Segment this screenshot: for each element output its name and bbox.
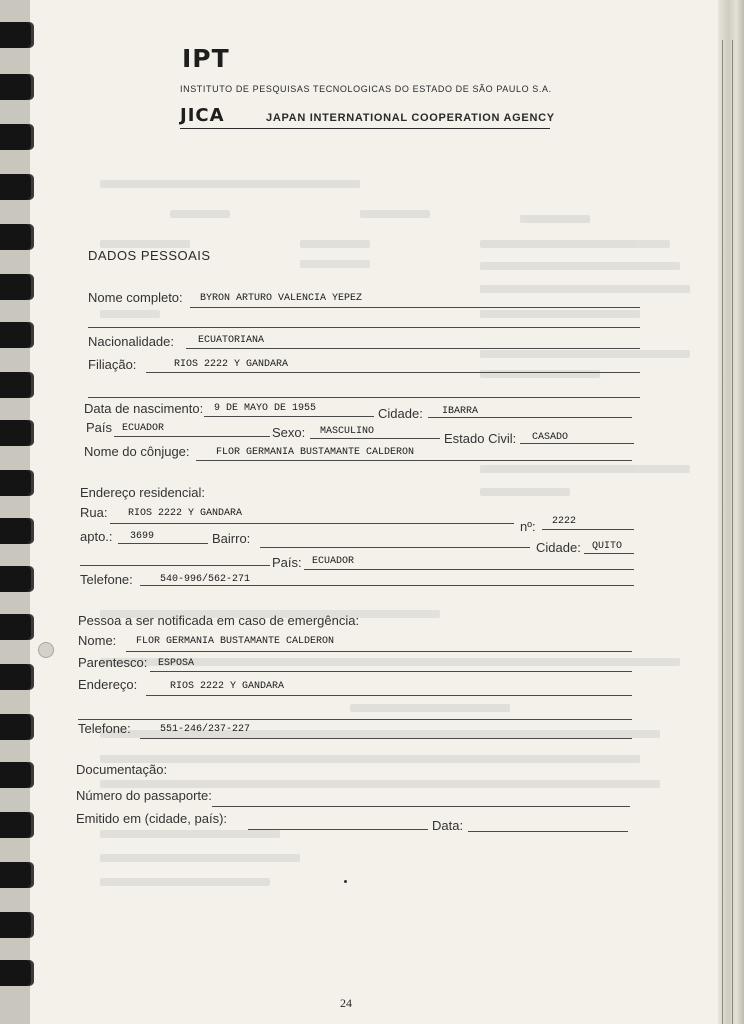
cidade-label: Cidade:	[536, 540, 581, 555]
apto-label: apto.:	[80, 529, 113, 544]
rua-value: RIOS 2222 Y GANDARA	[128, 508, 243, 519]
nome-extra-line[interactable]	[88, 327, 640, 328]
estado-civil-label: Estado Civil:	[444, 431, 517, 446]
edge-line	[732, 40, 733, 1024]
nome-value: BYRON ARTURO VALENCIA YEPEZ	[200, 293, 363, 304]
binding-ring	[0, 372, 34, 398]
numero-field-line[interactable]	[542, 529, 634, 530]
documentation-title: Documentação:	[76, 762, 168, 777]
data-field-line[interactable]	[468, 831, 628, 832]
estado-civil-field-line[interactable]	[520, 443, 634, 444]
telefone-label: Telefone:	[80, 572, 133, 587]
binding-ring	[0, 960, 34, 986]
binding-ring	[0, 420, 34, 446]
binding-ring	[0, 322, 34, 348]
pais-value: ECUADOR	[122, 423, 165, 434]
emergency-telefone-field-line[interactable]	[140, 738, 632, 739]
nome-label: Nome completo:	[88, 290, 183, 305]
sexo-value: MASCULINO	[320, 426, 375, 437]
endereco-value: RIOS 2222 Y GANDARA	[170, 681, 285, 692]
header-rule	[180, 128, 550, 129]
emergency-title: Pessoa a ser notificada em caso de emergência:	[78, 613, 360, 628]
cidade-nascimento-label: Cidade:	[378, 406, 423, 421]
rua-label: Rua:	[80, 505, 108, 520]
address-pais-label: País:	[272, 555, 302, 570]
address-extra-line[interactable]	[80, 565, 270, 566]
endereco-field-line[interactable]	[146, 695, 632, 696]
numero-value: 2222	[552, 516, 577, 527]
filiacao-label: Filiação:	[88, 357, 137, 372]
telefone-field-line[interactable]	[140, 585, 634, 586]
bairro-field-line[interactable]	[260, 547, 530, 548]
cidade-value: QUITO	[592, 541, 623, 552]
filiacao-field-line[interactable]	[146, 372, 640, 373]
passaporte-label: Número do passaporte:	[76, 788, 212, 803]
binding-ring	[0, 274, 34, 300]
parentesco-field-line[interactable]	[150, 671, 632, 672]
binding-ring	[0, 22, 34, 48]
binding-ring	[0, 518, 34, 544]
emergency-nome-value: FLOR GERMANIA BUSTAMANTE CALDERON	[136, 636, 335, 647]
binding-ring	[0, 664, 34, 690]
sexo-label: Sexo:	[272, 425, 306, 440]
nascimento-value: 9 DE MAYO DE 1955	[214, 403, 317, 414]
letterhead	[180, 44, 580, 134]
punch-hole	[38, 642, 54, 658]
cidade-field-line[interactable]	[584, 553, 634, 554]
numero-label: nº:	[520, 519, 536, 534]
emitido-field-line[interactable]	[248, 829, 428, 830]
page-number: 24	[340, 996, 352, 1010]
binding-ring	[0, 762, 34, 788]
sexo-field-line[interactable]	[310, 438, 440, 439]
endereco-label: Endereço:	[78, 677, 138, 692]
jica-agency-name: JAPAN INTERNATIONAL COOPERATION AGENCY	[266, 112, 555, 124]
telefone-value: 540-996/562-271	[160, 574, 251, 585]
binding-ring	[0, 714, 34, 740]
rua-field-line[interactable]	[110, 523, 514, 524]
cidade-nascimento-value: IBARRA	[442, 406, 479, 417]
ipt-institution-name: INSTITUTO DE PESQUISAS TECNOLOGICAS DO ESTADO DE SÃO PAULO S.A.	[180, 84, 552, 94]
emergency-telefone-label: Telefone:	[78, 721, 131, 736]
filiacao-extra-line[interactable]	[88, 397, 640, 398]
nascimento-field-line[interactable]	[204, 416, 374, 417]
ink-speck	[344, 880, 347, 883]
endereco-extra-line[interactable]	[78, 719, 632, 720]
emergency-nome-field-line[interactable]	[126, 651, 632, 652]
emergency-nome-label: Nome:	[78, 633, 117, 648]
bairro-label: Bairro:	[212, 531, 251, 546]
conjuge-label: Nome do cônjuge:	[84, 444, 190, 459]
parentesco-value: ESPOSA	[158, 658, 195, 669]
binding-ring	[0, 224, 34, 250]
nacionalidade-label: Nacionalidade:	[88, 334, 175, 349]
emergency-telefone-value: 551-246/237-227	[160, 724, 251, 735]
cidade-nascimento-field-line[interactable]	[428, 417, 632, 418]
nome-field-line[interactable]	[190, 307, 640, 308]
pais-label: País	[86, 420, 113, 435]
section-title: DADOS PESSOAIS	[88, 248, 211, 263]
binding-ring	[0, 614, 34, 640]
nacionalidade-value: ECUATORIANA	[198, 335, 265, 346]
nascimento-label: Data de nascimento:	[84, 401, 204, 416]
filiacao-value: RIOS 2222 Y GANDARA	[174, 359, 289, 370]
page-edge	[718, 0, 744, 1024]
jica-logo: JICA	[180, 105, 225, 126]
conjuge-field-line[interactable]	[196, 460, 632, 461]
emitido-label: Emitido em (cidade, país):	[76, 811, 228, 826]
apto-value: 3699	[130, 531, 155, 542]
binding-ring	[0, 174, 34, 200]
binding-ring	[0, 470, 34, 496]
ipt-logo: IPT	[182, 44, 230, 73]
address-pais-field-line[interactable]	[304, 569, 634, 570]
data-label: Data:	[432, 818, 464, 833]
binding-ring	[0, 812, 34, 838]
binding-ring	[0, 566, 34, 592]
address-pais-value: ECUADOR	[312, 556, 355, 567]
apto-field-line[interactable]	[118, 543, 208, 544]
binding-ring	[0, 74, 34, 100]
parentesco-label: Parentesco:	[78, 655, 148, 670]
edge-line	[722, 40, 723, 1024]
pais-field-line[interactable]	[114, 436, 270, 437]
conjuge-value: FLOR GERMANIA BUSTAMANTE CALDERON	[216, 447, 415, 458]
address-title: Endereço residencial:	[80, 485, 206, 500]
binding-ring	[0, 124, 34, 150]
estado-civil-value: CASADO	[532, 432, 569, 443]
binding-ring	[0, 862, 34, 888]
nacionalidade-field-line[interactable]	[186, 348, 640, 349]
binding-ring	[0, 912, 34, 938]
passaporte-field-line[interactable]	[212, 806, 630, 807]
spiral-binding	[0, 0, 36, 1024]
